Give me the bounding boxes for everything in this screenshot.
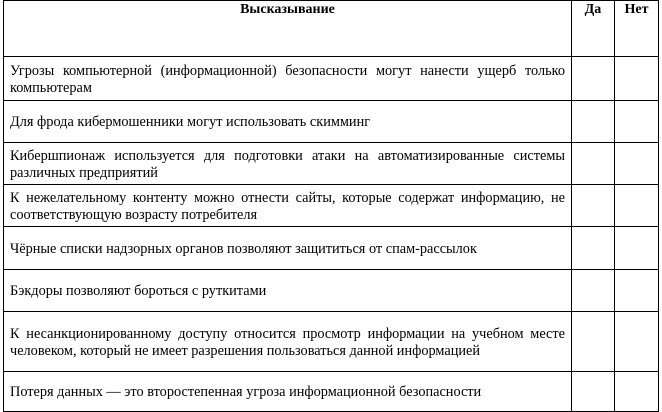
- yes-cell[interactable]: [572, 57, 615, 101]
- yes-cell[interactable]: [572, 227, 615, 270]
- table-row: [4, 101, 659, 143]
- table-row: [4, 185, 659, 227]
- statement-text: Угрозы компьютерной (информационной) безопасности могут нанести ущерб только компьютерам: [4, 57, 572, 101]
- yes-cell[interactable]: [572, 185, 615, 227]
- no-cell[interactable]: [615, 227, 659, 270]
- yes-header: Да: [572, 1, 615, 57]
- statement-header: Высказывание: [4, 1, 572, 57]
- no-cell[interactable]: [615, 270, 659, 312]
- no-cell[interactable]: [615, 101, 659, 143]
- table-row: [4, 143, 659, 185]
- yes-cell[interactable]: [572, 270, 615, 312]
- table-row: [4, 227, 659, 270]
- table-row: [4, 312, 659, 372]
- no-cell[interactable]: [615, 143, 659, 185]
- table-row: [4, 57, 659, 101]
- yes-cell[interactable]: [572, 143, 615, 185]
- no-cell[interactable]: [615, 57, 659, 101]
- statements-table: [3, 0, 659, 412]
- table-row: [4, 270, 659, 312]
- statement-text: Чёрные списки надзорных органов позволяют защититься от спам-рассылок: [4, 227, 572, 270]
- statement-text: Бэкдоры позволяют бороться с руткитами: [4, 270, 572, 312]
- statement-text: К нежелательному контенту можно отнести сайты, которые содержат информацию, не соответствующую возрасту потребителя: [4, 185, 572, 227]
- yes-cell[interactable]: [572, 101, 615, 143]
- statement-text: К несанкционированному доступу относится просмотр информации на учебном месте человеком, который не имеет разрешения пользоваться данной информацией: [4, 312, 572, 372]
- statement-text: Потеря данных — это второстепенная угроза информационной безопасности: [4, 372, 572, 412]
- statement-text: Для фрода кибермошенники могут использовать скимминг: [4, 101, 572, 143]
- statement-text: Кибершпионаж используется для подготовки атаки на автоматизированные системы различных предприятий: [4, 143, 572, 185]
- no-cell[interactable]: [615, 312, 659, 372]
- header-row: [4, 1, 659, 57]
- yes-cell[interactable]: [572, 312, 615, 372]
- no-header: Нет: [615, 1, 659, 57]
- no-cell[interactable]: [615, 185, 659, 227]
